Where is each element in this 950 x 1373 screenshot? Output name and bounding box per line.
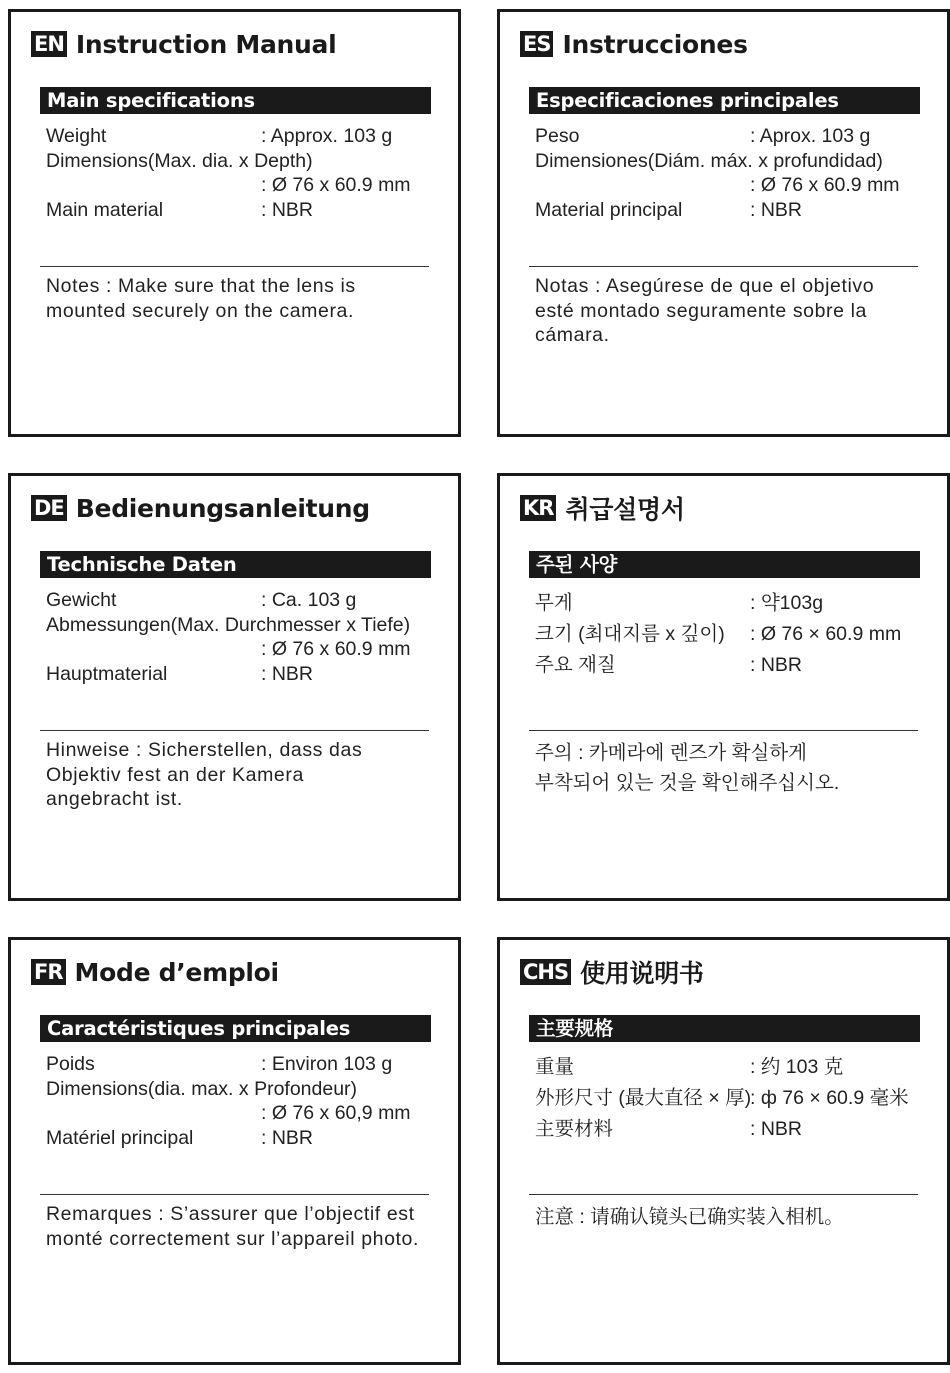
spec-label: Matériel principal	[46, 1126, 194, 1149]
panel-heading	[31, 956, 279, 988]
spec-value: : 약103g	[750, 592, 824, 614]
spec-row-dimensions-value	[46, 637, 448, 662]
panel-german	[8, 473, 461, 901]
language-badge: FR	[31, 959, 66, 985]
spec-value: : NBR	[750, 1118, 803, 1140]
spec-row-dimensions-label	[46, 613, 448, 638]
panel-french	[8, 937, 461, 1365]
spec-value: : Ø 76 x 60.9 mm	[750, 174, 900, 196]
spec-row-dimensions-value	[46, 1101, 448, 1126]
spec-row-material	[46, 662, 448, 687]
notes-text: Notas : Asegúrese de que el objetivo esté montado seguramente sobre la cámara.	[535, 275, 875, 346]
language-badge: CHS	[520, 959, 571, 985]
spec-value: : Approx. 103 g	[261, 125, 393, 147]
spec-row-dimensions-value	[46, 173, 448, 198]
specifications-list	[535, 124, 937, 222]
panel-english	[8, 9, 461, 437]
specifications-list	[46, 124, 448, 222]
panel-spanish	[497, 9, 950, 437]
spec-label: 크기 (최대지름 x 깊이)	[535, 623, 725, 645]
spec-value: : Ø 76 × 60.9 mm	[750, 623, 902, 645]
spec-row-dimensions-label	[46, 149, 448, 174]
manual-title: 使用说明书	[580, 959, 704, 988]
spec-value: : Ca. 103 g	[261, 589, 357, 611]
divider	[40, 1194, 429, 1195]
manual-title: Instrucciones	[562, 29, 748, 59]
spec-label: Poids	[46, 1053, 95, 1075]
panel-korean	[497, 473, 950, 901]
specifications-header: Main specifications	[40, 87, 431, 114]
spec-value: : Ø 76 x 60,9 mm	[261, 1102, 411, 1124]
spec-value: : Environ 103 g	[261, 1053, 393, 1075]
spec-value: : NBR	[261, 1126, 314, 1149]
spec-label: Main material	[46, 198, 164, 221]
spec-label: 主要材料	[535, 1118, 614, 1140]
spec-value: : Ø 76 x 60.9 mm	[261, 638, 411, 660]
spec-value: : ф 76 × 60.9 毫米	[750, 1087, 909, 1109]
panel-heading	[520, 492, 685, 524]
spec-row-weight	[46, 124, 448, 149]
spec-label: 重量	[535, 1056, 575, 1078]
spec-label: Peso	[535, 125, 580, 147]
spec-row-dimensions-label	[46, 1077, 448, 1102]
spec-row-dimensions-label	[535, 149, 937, 174]
spec-row-dimensions	[535, 1083, 937, 1114]
spec-label: 주요 재질	[535, 654, 616, 676]
specifications-header: 주된 사양	[529, 551, 920, 578]
manual-title: Mode d’emploi	[74, 957, 279, 987]
spec-value: : Aprox. 103 g	[750, 125, 871, 147]
manual-title: Instruction Manual	[75, 29, 337, 59]
spec-label: Abmessungen(Max. Durchmesser x Tiefe)	[46, 613, 411, 636]
specifications-header: Caractéristiques principales	[40, 1015, 431, 1042]
notes-text: Notes : Make sure that the lens is mounted securely on the camera.	[46, 275, 356, 322]
notes-text: 주의 : 카메라에 렌즈가 확실하게 부착되어 있는 것을 확인해주십시오.	[535, 742, 840, 794]
spec-value: : NBR	[261, 662, 314, 685]
spec-row-material	[535, 198, 937, 223]
language-badge: DE	[31, 495, 67, 521]
specifications-header: Technische Daten	[40, 551, 431, 578]
spec-label: Material principal	[535, 198, 683, 221]
divider	[40, 730, 429, 731]
spec-row-weight	[535, 1052, 937, 1083]
language-badge: KR	[520, 495, 556, 521]
specifications-header: Especificaciones principales	[529, 87, 920, 114]
spec-value: : NBR	[750, 654, 803, 676]
spec-label: 外形尺寸 (最大直径 × 厚)	[535, 1087, 752, 1109]
divider	[529, 266, 918, 267]
spec-label: Gewicht	[46, 589, 117, 611]
panel-heading	[31, 28, 336, 60]
spec-row-weight	[535, 588, 937, 619]
manual-title: 취급설명서	[565, 495, 685, 524]
spec-row-weight	[46, 1052, 448, 1077]
panel-heading	[31, 492, 370, 524]
spec-row-weight	[535, 124, 937, 149]
spec-label: Weight	[46, 125, 107, 147]
spec-row-dimensions	[535, 619, 937, 650]
spec-row-weight	[46, 588, 448, 613]
specifications-list	[46, 1052, 448, 1150]
specifications-list	[535, 588, 937, 681]
spec-value: : NBR	[750, 198, 803, 221]
spec-label: Dimensions(dia. max. x Profondeur)	[46, 1077, 358, 1100]
spec-label: Dimensions(Max. dia. x Depth)	[46, 149, 313, 172]
spec-row-dimensions-value	[535, 173, 937, 198]
spec-label: Dimensiones(Diám. máx. x profundidad)	[535, 149, 883, 172]
language-badge: ES	[520, 31, 553, 57]
notes-text: 注意 : 请确认镜头已确实装入相机。	[535, 1206, 844, 1228]
spec-row-material	[535, 1114, 937, 1145]
panel-chinese-simplified	[497, 937, 950, 1365]
spec-row-material	[46, 1126, 448, 1151]
spec-row-material	[535, 650, 937, 681]
spec-value: : Ø 76 x 60.9 mm	[261, 174, 411, 196]
panel-heading	[520, 956, 704, 988]
spec-label: 무게	[535, 592, 573, 614]
manual-title: Bedienungsanleitung	[75, 493, 370, 523]
specifications-list	[46, 588, 448, 686]
spec-value: : 约 103 克	[750, 1056, 844, 1078]
divider	[529, 1194, 918, 1195]
language-badge: EN	[31, 31, 67, 57]
specifications-list	[535, 1052, 937, 1145]
notes-text: Hinweise : Sicherstellen, dass das Objektiv fest an der Kamera angebracht ist.	[46, 739, 363, 810]
spec-label: Hauptmaterial	[46, 662, 168, 685]
divider	[40, 266, 429, 267]
divider	[529, 730, 918, 731]
notes-text: Remarques : S’assurer que l’objectif est monté correctement sur l’appareil photo.	[46, 1203, 420, 1250]
spec-row-material	[46, 198, 448, 223]
spec-value: : NBR	[261, 198, 314, 221]
specifications-header: 主要规格	[529, 1015, 920, 1042]
panel-heading	[520, 28, 748, 60]
